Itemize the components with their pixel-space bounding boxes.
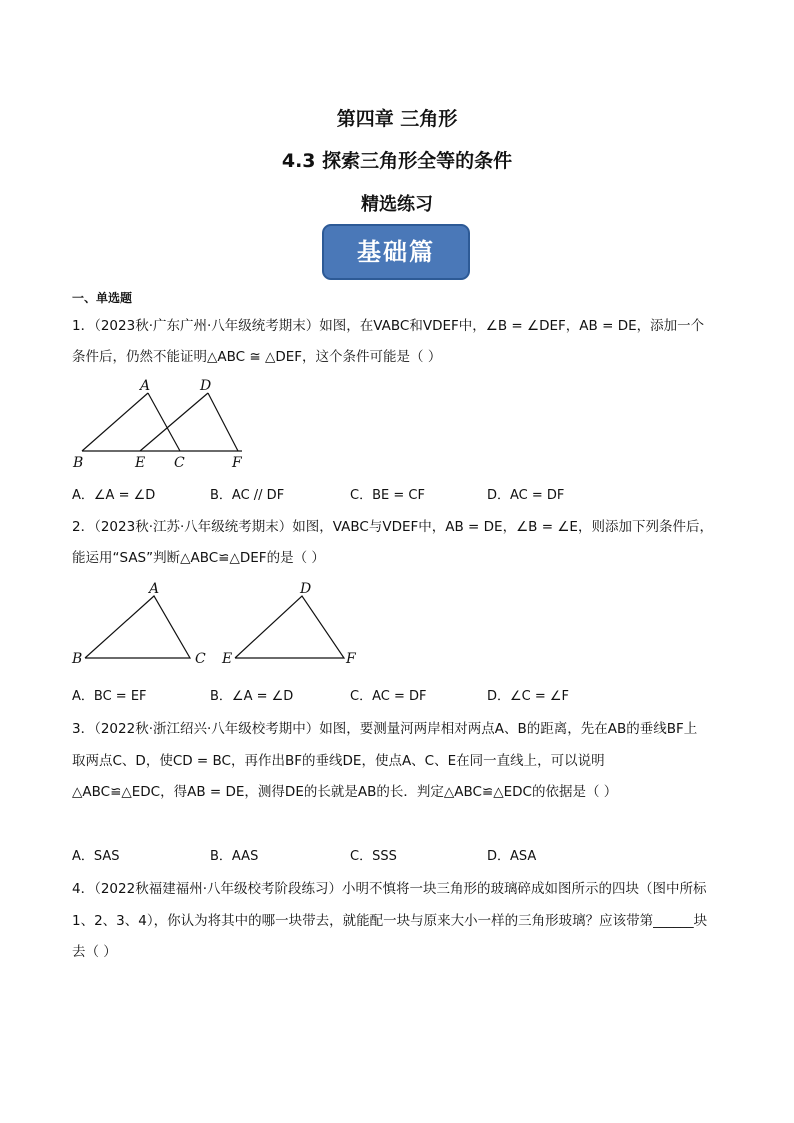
- option-a[interactable]: A．BC = EF: [72, 689, 147, 704]
- option-c[interactable]: C．AC = DF: [350, 689, 427, 704]
- label-D: D: [200, 378, 212, 394]
- label-E: E: [135, 455, 146, 471]
- question-2-options: [72, 685, 632, 703]
- question-3-line-2: 取两点C、D，使CD = BC，再作出BF的垂线DE，使点A、C、E在同一直线上，可以说明: [72, 753, 605, 769]
- option-c[interactable]: C．SSS: [350, 849, 397, 864]
- question-2-figure: [70, 578, 370, 673]
- question-3-line-1: 3．（2022秋·浙江绍兴·八年级校考期中）如图，要测量河两岸相对两点A、B的距离，先在AB的垂线BF上: [72, 721, 698, 737]
- question-3-line-3: △ABC≌△EDC，得AB = DE，测得DE的长就是AB的长．判定△ABC≌△EDC的依据是（ ）: [72, 784, 618, 800]
- label-B: B: [73, 455, 84, 471]
- label-C: C: [174, 455, 185, 471]
- option-b[interactable]: B．AC // DF: [210, 488, 285, 503]
- question-3-options: [72, 845, 632, 863]
- label-B: B: [72, 651, 83, 667]
- option-a[interactable]: A．∠A = ∠D: [72, 488, 156, 503]
- question-2-line-2: 能运用“SAS”判断△ABC≌△DEF的是（ ）: [72, 550, 325, 566]
- question-1-line-2: 条件后，仍然不能证明△ABC ≅ △DEF，这个条件可能是（ ）: [72, 349, 442, 365]
- question-type-heading: 一、单选题: [72, 291, 133, 305]
- question-1-line-1: 1．（2023秋·广东广州·八年级统考期末）如图，在VABC和VDEF中，∠B = ∠DEF，AB = DE，添加一个: [72, 318, 705, 334]
- option-a[interactable]: A．SAS: [72, 849, 120, 864]
- label-F: F: [232, 455, 242, 471]
- chapter-title: 第四章 三角形: [336, 108, 458, 130]
- option-d[interactable]: D．∠C = ∠F: [487, 689, 570, 704]
- label-A: A: [140, 378, 151, 394]
- question-4-line-3: 去（ ）: [72, 944, 117, 960]
- option-c[interactable]: C．BE = CF: [350, 488, 425, 503]
- question-1-figure: [70, 375, 260, 475]
- option-b[interactable]: B．AAS: [210, 849, 259, 864]
- question-4-line-1: 4．（2022秋福建福州·八年级校考阶段练习）小明不慎将一块三角形的玻璃碎成如图所示的四块（图中所标: [72, 881, 707, 897]
- question-1-options: [72, 484, 632, 502]
- label-A: A: [149, 581, 160, 597]
- label-F: F: [346, 651, 356, 667]
- label-E: E: [222, 651, 233, 667]
- question-4-line-2: 1、2、3、4），你认为将其中的哪一块带去，就能配一块与原来大小一样的三角形玻璃？应该带第______块: [72, 913, 708, 929]
- question-2-line-1: 2．（2023秋·江苏·八年级统考期末）如图，VABC与VDEF中，AB = DE，∠B = ∠E，则添加下列条件后，: [72, 519, 713, 535]
- level-badge: 基础篇: [322, 224, 470, 280]
- label-C: C: [195, 651, 206, 667]
- option-d[interactable]: D．ASA: [487, 849, 537, 864]
- section-title: 4.3 探索三角形全等的条件: [281, 150, 513, 172]
- option-b[interactable]: B．∠A = ∠D: [210, 689, 294, 704]
- subtitle: 精选练习: [361, 194, 433, 215]
- label-D: D: [300, 581, 312, 597]
- option-d[interactable]: D．AC = DF: [487, 488, 565, 503]
